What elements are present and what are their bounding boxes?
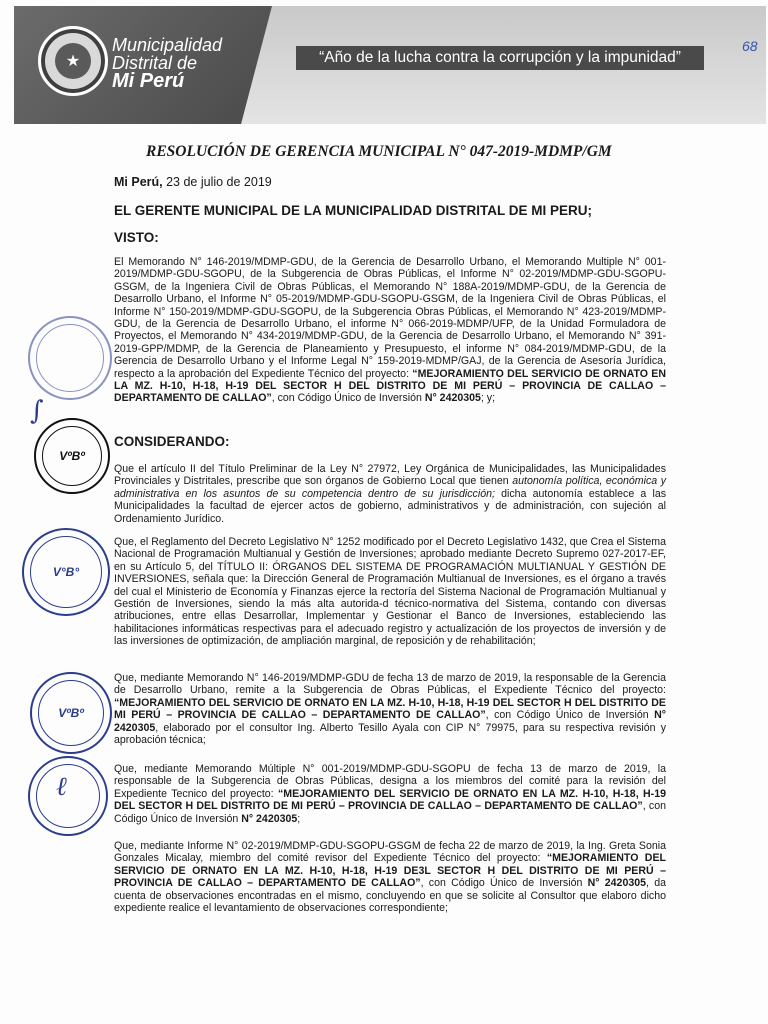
letterhead [14, 6, 766, 124]
considerando-paragraph-5 [114, 840, 666, 914]
municipality-line-2: Distrital de [112, 53, 198, 73]
signature-2-icon: ℓ [56, 772, 67, 802]
cui-suffix: ; y; [480, 392, 496, 405]
document-date [114, 175, 272, 189]
municipal-stamp-icon [28, 316, 112, 400]
signature-1-icon: ∫ [30, 396, 44, 426]
cui-number: N° 2420305 [424, 392, 481, 405]
p1-text-a: Que el artículo II del Título Preliminar de la Ley N° 27972, Ley Orgánica de Municipalidades, las Municipalidades Provinciales y Distritales, prescribe que son órganos de Gobierno Local que tienen [114, 463, 666, 488]
p3-cui: N° 2420305 [114, 709, 666, 734]
p1-text-b: dicha autonomía establece a las Municipalidades la facultad de ejercer actos de gobierno, administrativos y de administración, con sujeción al Ordenamiento Jurídico. [114, 487, 667, 525]
p4-text-b: , con Código Único de Inversión [114, 800, 666, 825]
p3-text-c: , elaborado por el consultor Ing. Alberto Tesillo Ayala con CIP N° 79975, para su respectiva revisión y aprobación técnica; [114, 721, 666, 747]
considerando-paragraph-3 [114, 672, 666, 746]
vb-mark-2: V°B° [52, 565, 80, 579]
p4-project: “MEJORAMIENTO DEL SERVICIO DE ORNATO EN LA MZ. H-10, H-18, H-19 DEL SECTOR H DEL DISTRITO DE MI PERÚ – PROVINCIA DE CALLAO – DEPARTAMENTO DE CALLAO” [114, 787, 666, 813]
p3-text-b: , con Código Único de Inversión [485, 709, 655, 722]
date-place: Mi Perú, [114, 175, 163, 189]
p4-cui: N° 2420305 [241, 812, 298, 825]
p5-cui: N° 2420305 [587, 877, 647, 890]
p5-text-a: Que, mediante Informe N° 02-2019/MDMP-GDU-SGOPU-GSGM de fecha 22 de marzo de 2019, la Ing. Greta Sonia Gonzales Micalay, miembro del comité revisor del Expediente Técnico del proyecto: [114, 840, 666, 865]
addressee-heading: EL GERENTE MUNICIPAL DE LA MUNICIPALIDAD DISTRITAL DE MI PERU; [114, 203, 593, 218]
visto-paragraph [114, 256, 666, 405]
asesoria-juridica-stamp-icon [34, 418, 110, 494]
vb-mark-3: VºBº [58, 706, 84, 720]
planeamiento-stamp-icon [22, 528, 110, 616]
p3-text-a: Que, mediante Memorando N° 146-2019/MDMP-GDU de fecha 13 de marzo de 2019, la responsable de la Gerencia de Desarrollo Urbano, remite a la Subgerencia de Obras Públicas, el Expediente Técnico del proyecto: [114, 672, 666, 697]
p4-text-c: ; [297, 812, 301, 825]
desarrollo-urbano-stamp-icon [30, 672, 112, 754]
project-name: “MEJORAMIENTO DEL SERVICIO DE ORNATO EN LA MZ. H-10, H-18, H-19 DEL SECTOR H DEL DISTRITO DE MI PERÚ – PROVINCIA DE CALLAO – DEPARTAMENTO DE CALLAO” [114, 367, 666, 405]
date-text: 23 de julio de 2019 [162, 175, 272, 189]
municipal-seal-icon: ★ [38, 26, 108, 96]
vb-mark: VºBº [59, 449, 85, 463]
municipality-name [112, 36, 222, 90]
page-folio-number: 68 [742, 38, 758, 54]
p5-text-c: , da cuenta de observaciones encontradas en el mismo, concluyendo en que se solicite al Consultor que elaboro dicho expediente realice el levantamiento de observaciones correspondiente; [114, 877, 667, 915]
p5-project: “MEJORAMIENTO DEL SERVICIO DE ORNATO EN LA MZ. H-10, H-18, H-19 DE3L SECTOR H DEL DISTRITO DE MI PERÚ – PROVINCIA DE CALLAO – DEPARTAMENTO DE CALLAO” [114, 852, 666, 890]
municipality-line-3: Mi Perú [112, 70, 185, 92]
obras-publicas-stamp-icon [28, 756, 108, 836]
municipality-line-1: Municipalidad [112, 35, 223, 55]
p4-text-a: Que, mediante Memorando Múltiple N° 001-2019/MDMP-GDU-SGOPU de fecha 13 de marzo de 2019, la responsable de la Subgerencia de Obras Públicas, designa a los miembros del comité para la revisión del Expediente Tecnico del proyecto: [114, 763, 666, 800]
p3-project: “MEJORAMIENTO DEL SERVICIO DE ORNATO EN LA MZ. H-10, H-18, H-19 DEL SECTOR H DEL DISTRITO DE MI PERÚ – PROVINCIA DE CALLAO – DEPARTAMENTO DE CALLAO” [114, 696, 666, 722]
considerando-heading: CONSIDERANDO: [114, 434, 230, 449]
considerando-paragraph-4 [114, 763, 666, 825]
considerando-paragraph-1 [114, 463, 666, 525]
visto-text: El Memorando N° 146-2019/MDMP-GDU, de la Gerencia de Desarrollo Urbano, el Memorando Multiple N° 001-2019/MDMP-GDU-SGOPU, de la Subgerencia de Obras Públicas, el Informe N° 02-2019/MDMP-GDU-SGOPU-GSGM, de la Ingeniera Civil de Obras Públicas, el Memorando N° 188A-2019/MDMP-GDU, de la Gerencia de Desarrollo Urbano, el Informe N° 05-2019/MDMP-GDU-SGOPU-GSGM, de la Ingeniera Civil de Obras Públicas, el Informe N° 150-2019/MDMP-GDU-SGOPU, de la Subgerencia Obras Públicas, el Memorando N° 423-2019/MDMP-GDU, de la Gerencia de Desarrollo Urbano, el informe N° 066-2019-MDMP/UFP, de la Unidad Formuladora de Proyectos, el Memorando N° 434-2019/MDMP-GDU, de la Gerencia de Desarrollo Urbano, el Memorando N° 391-2019-GPP/MDMP, de la Gerencia de Planeamiento y Presupuesto, el informe N° 084-2019/MDMP-GDU, de la Gerencia de Desarrollo Urbano y el Informe Legal N° 159-2019-MDMP/GAJ, de la Gerencia de Asesoría Jurídica, respecto a la aprobación del Expediente Técnico del proyecto: [114, 256, 666, 380]
cui-prefix: , con Código Único de Inversión [271, 392, 425, 405]
p1-text-italic: autonomía política, económica y administrativa en los asuntos de su competencia dentro de su jurisdicción; [114, 475, 666, 500]
resolution-title: RESOLUCIÓN DE GERENCIA MUNICIPAL N° 047-2019-MDMP/GM [146, 143, 612, 160]
visto-heading: VISTO: [114, 230, 159, 245]
p5-text-b: , con Código Único de Inversión [420, 877, 588, 890]
considerando-paragraph-2: Que, el Reglamento del Decreto Legislativo N° 1252 modificado por el Decreto Legislativo 1432, que Crea el Sistema Nacional de Programación Multianual y Gestión de Inversiones; aprobado mediante Decreto Supremo 027-2017-EF, en su Artículo 5, del TÍTULO II: ÓRGANOS DEL SISTEMA DE PROGRAMACIÓN MULTIANUAL Y GESTIÓN DE INVERSIONES, señala que: la Dirección General de Programación Multianual de Inversiones, es el órgano a través del cual el Ministerio de Economía y Finanzas ejerce la rectoría del Sistema Nacional de Programación Multianual y Gestión de Inversiones, siendo la más alta autorida-d técnico-normativa del Sistema, contando con diversas atribuciones, entre ellas Desarrollar, Implementar y Gestionar el Banco de Inversiones, estableciendo las habilitaciones informáticas respectivas para el adecuado registro y actualización de los proyectos de inversión y de las inversiones de optimización, de ampliación marginal, de reposición y de rehabilitación; [114, 536, 666, 648]
motto-banner: “Año de la lucha contra la corrupción y la impunidad” [296, 46, 704, 70]
